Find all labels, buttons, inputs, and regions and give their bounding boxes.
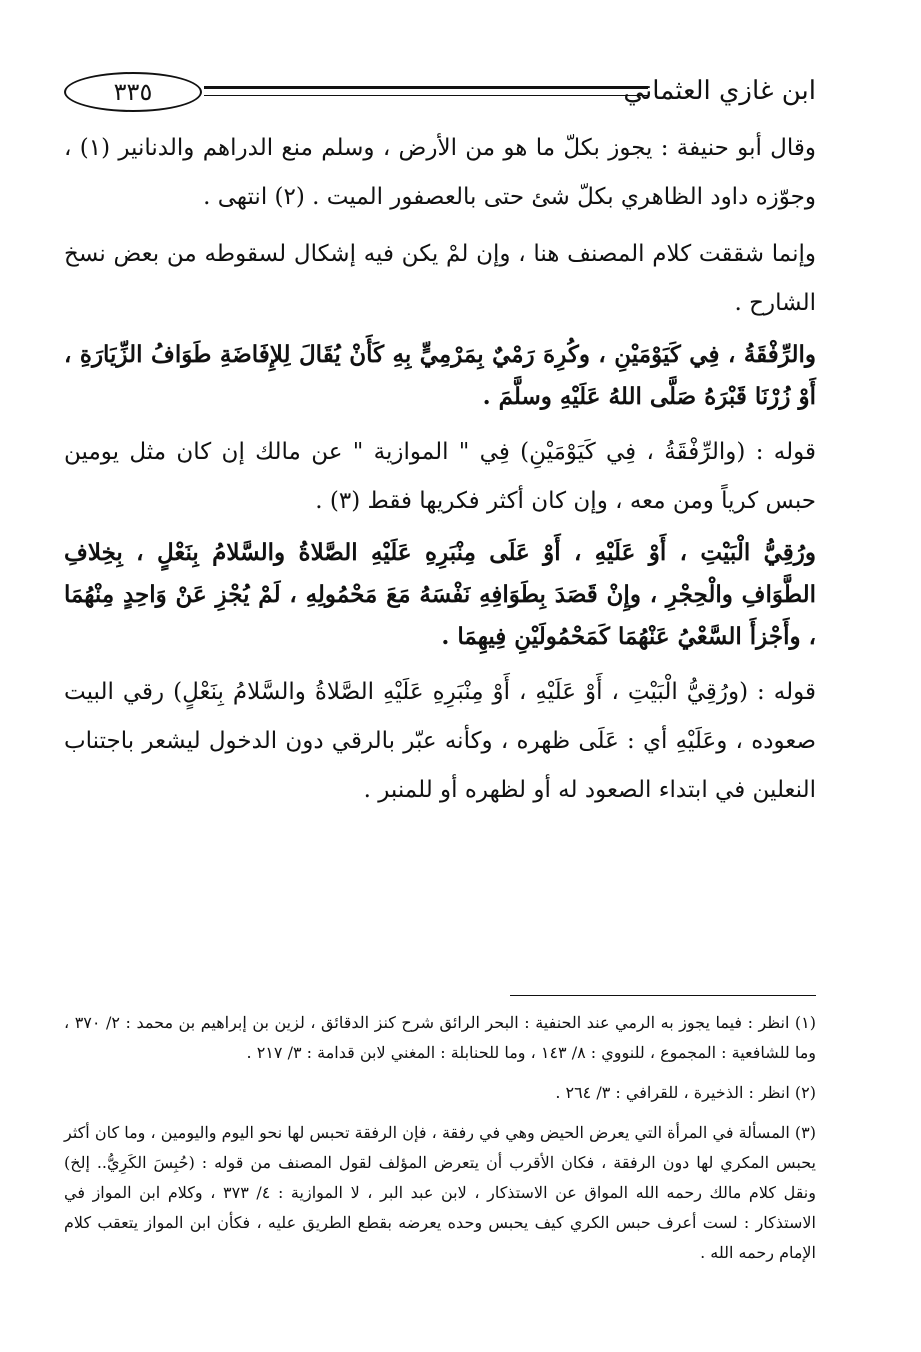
footnotes [64, 1008, 816, 1278]
commentary-paragraph: قوله : (ورُقِيُّ الْبَيْتِ ، أَوْ عَلَيْهِ ، أَوْ مِنْبَرِهِ عَلَيْهِ الصَّلاةُ والسَّلامُ بِنَعْلٍ) رقي البيت صعوده ، وعَلَيْهِ أي : عَلَى ظهره ، وكأنه عبّر بالرقي دون الدخول ليشعر باجتناب النعلين في ابتداء الصعود له أو لظهره أو للمنبر . [64, 679, 816, 803]
page-number: ٣٣٥ [113, 78, 153, 106]
commentary-paragraph: قوله : (والرِّفْقَةُ ، فِي كَيَوْمَيْنِ) فِي " الموازية " عن مالك إن كان مثل يومين حبس كرياً ومن معه ، وإن كان أكثر فكريها فقط (٣) . [64, 439, 816, 514]
matn-paragraph: والرِّفْقَةُ ، فِي كَيَوْمَيْنِ ، وكُرِهَ رَمْيٌ بِمَرْمِيٍّ بِهِ كَأَنْ يُقَالَ لِلإِفَاضَةِ طَوَافُ الزِّيَارَةِ ، أَوْ زُرْنَا قَبْرَهُ صَلَّى اللهُ عَلَيْهِ وسلَّمَ . [64, 341, 816, 410]
footnote-separator [510, 995, 816, 996]
header-rule [204, 86, 648, 96]
main-text [64, 124, 816, 815]
page-number-oval [64, 72, 202, 112]
footnote: (٣) المسألة في المرأة التي يعرض الحيض وهي في رفقة ، فإن الرفقة تحبس لها نحو اليوم واليومين ، وما كان أكثر يحبس المكري لها دون الرفقة ، فكان الأقرب أن يتعرض المؤلف لقول المصنف من قوله : (حُبِسَ الكَرِيُّ.. إلخ) ونقل كلام مالك رحمه الله المواق عن الاستذكار ، لابن عبد البر ، لا الموازية : ٤/ ٣٧٣ ، وكلام ابن المواز في الاستذكار : لست أعرف حبس الكري كيف يحبس وحده يعرضه بقطع الطريق عليه ، فكأن ابن المواز يتعقب كلام الإمام رحمه الله . [64, 1123, 816, 1262]
footnote: (٢) انظر : الذخيرة ، للقرافي : ٣/ ٢٦٤ . [555, 1083, 816, 1102]
commentary-paragraph: وإنما شققت كلام المصنف هنا ، وإن لمْ يكن فيه إشكال لسقوطه من بعض نسخ الشارح . [64, 241, 816, 316]
matn-paragraph: ورُقِيُّ الْبَيْتِ ، أَوْ عَلَيْهِ ، أَوْ عَلَى مِنْبَرِهِ عَلَيْهِ الصَّلاةُ والسَّلامُ بِنَعْلٍ ، بِخِلافِ الطَّوَافِ والْحِجْرِ ، وإِنْ قَصَدَ بِطَوَافِهِ نَفْسَهُ مَعَ مَحْمُولِهِ ، لَمْ يُجْزِ عَنْ وَاحِدٍ مِنْهُمَا ، وأَجْزأَ السَّعْيُ عَنْهُمَا كَمَحْمُولَيْنِ فِيهِمَا . [64, 539, 816, 650]
footnote: (١) انظر : فيما يجوز به الرمي عند الحنفية : البحر الرائق شرح كنز الدقائق ، لزين بن إبراهيم بن محمد : ٢/ ٣٧٠ ، وما للشافعية : المجموع ، للنووي : ٨/ ١٤٣ ، وما للحنابلة : المغني لابن قدامة : ٣/ ٢١٧ . [64, 1013, 817, 1062]
commentary-paragraph: وقال أبو حنيفة : يجوز بكلّ ما هو من الأرض ، وسلم منع الدراهم والدنانير (١) ، وجوّزه داود الظاهري بكلّ شئ حتى بالعصفور الميت . (٢) انتهى . [64, 135, 816, 210]
running-title: ابن غازي العثماني [623, 76, 816, 106]
page-header [64, 70, 816, 116]
